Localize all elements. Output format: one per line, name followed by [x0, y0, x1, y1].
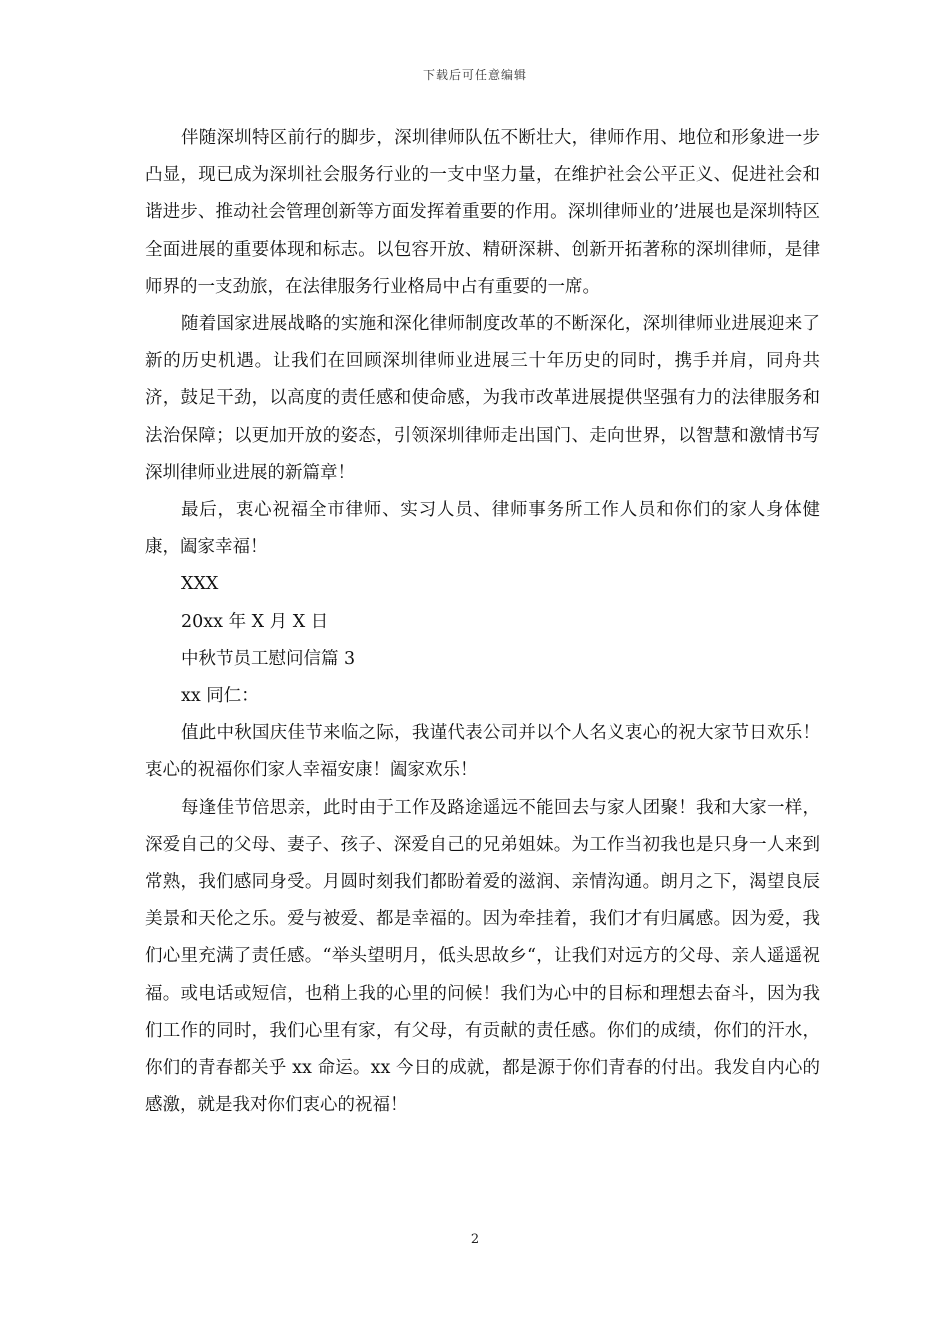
paragraph-5: 每逢佳节倍思亲，此时由于工作及路途遥远不能回去与家人团聚！我和大家一样，深爱自己的父母、妻子、孩子、深爱自己的兄弟姐妹。为工作当初我也是只身一人来到常熟，我们感同身受。月圆时刻我们都盼着爱的滋润、亲情沟通。朗月之下，渴望良辰美景和天伦之乐。爱与被爱、都是幸福的。因为牵挂着，我们才有归属感。因为爱，我们心里充满了责任感。“举头望明月，低头思故乡“，让我们对远方的父母、亲人遥遥祝福。或电话或短信，也稍上我的心里的问候！我们为心中的目标和理想去奋斗，因为我们工作的同时，我们心里有家，有父母，有贡献的责任感。你们的成绩，你们的汗水，你们的青春都关乎 xx 命运。xx 今日的成就，都是源于你们青春的付出。我发自内心的感激，就是我对你们衷心的祝福！ — [145, 797, 820, 1116]
paragraph-2: 随着国家进展战略的实施和深化律师制度改革的不断深化，深圳律师业进展迎来了新的历史机遇。让我们在回顾深圳律师业进展三十年历史的同时，携手并肩，同舟共济，鼓足干劲，以高度的责任感和使命感，为我市改革进展提供坚强有力的法律服务和法治保障；以更加开放的姿态，引领深圳律师走出国门、走向世界，以智慧和激情书写深圳律师业进展的新篇章！ — [145, 314, 820, 483]
signature: XXX — [181, 574, 219, 595]
page-header-note: 下载后可任意编辑 — [422, 68, 527, 82]
date-line: 20xx 年 X 月 X 日 — [181, 611, 329, 632]
page-number: 2 — [470, 1232, 480, 1247]
paragraph-4: 值此中秋国庆佳节来临之际，我谨代表公司并以个人名义衷心的祝大家节日欢乐！衷心的祝福你们家人幸福安康！阖家欢乐！ — [145, 723, 820, 781]
paragraph-3: 最后，衷心祝福全市律师、实习人员、律师事务所工作人员和你们的家人身体健康，阖家幸福！ — [145, 500, 820, 558]
salutation: xx 同仁： — [181, 686, 259, 707]
section-title: 中秋节员工慰问信篇 3 — [181, 648, 356, 669]
paragraph-1: 伴随深圳特区前行的脚步，深圳律师队伍不断壮大，律师作用、地位和形象进一步凸显，现已成为深圳社会服务行业的一支中坚力量，在维护社会公平正义、促进社会和谐进步、推动社会管理创新等方面发挥着重要的作用。深圳律师业的’进展也是深圳特区全面进展的重要体现和标志。以包容开放、精研深耕、创新开拓著称的深圳律师，是律师界的一支劲旅，在法律服务行业格局中占有重要的一席。 — [145, 128, 820, 297]
document-body — [145, 120, 820, 1124]
